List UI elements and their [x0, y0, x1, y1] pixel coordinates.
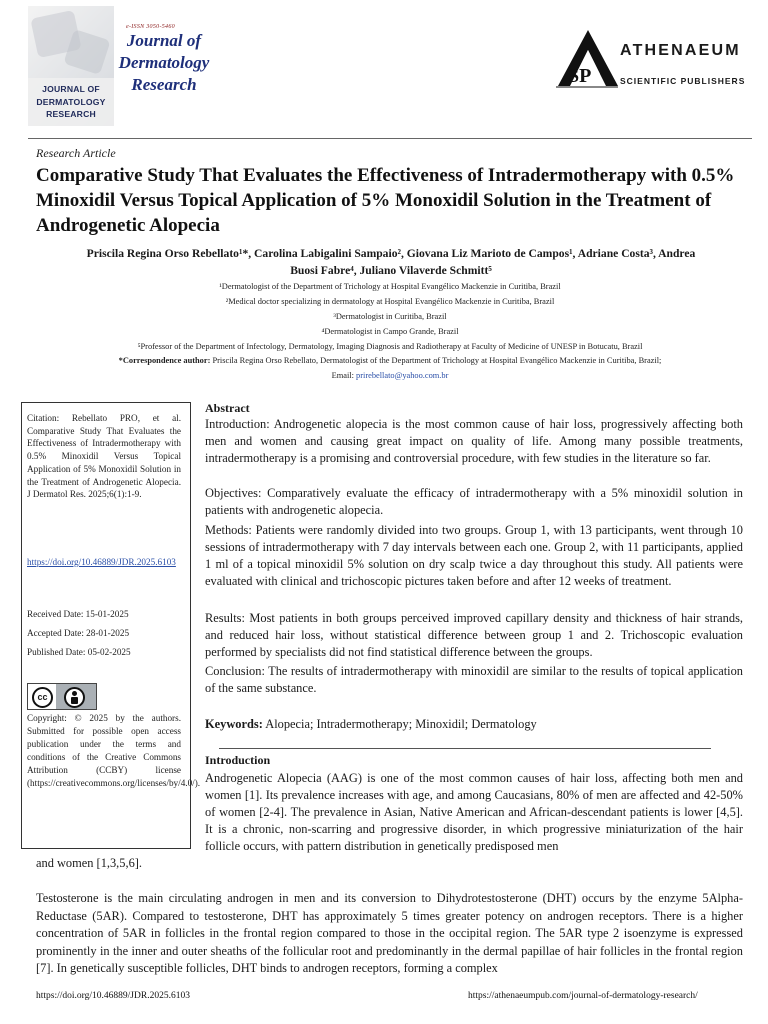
cover-title-band	[28, 78, 114, 126]
section-divider	[219, 748, 711, 749]
publisher-subtitle: SCIENTIFIC PUBLISHERS	[620, 76, 746, 86]
footer-journal-url[interactable]: https://athenaeumpub.com/journal-of-dermatology-research/	[468, 991, 698, 1001]
introduction-paragraph: Androgenetic Alopecia (AAG) is one of the most common causes of hair loss, affecting both men and women [1]. Its prevalence increases with age, and among Caucasians, 80% of men are affected and 42-50% of women [2-4]. The prevalence in Asian, Native American and African-descendant patients is lower [4,5]. It is a chronic, non-scarring and progressive disorder, in which progressive miniaturization of the hair follicle occurs, with pattern distribution in genetically predisposed men	[205, 771, 743, 854]
keywords	[205, 717, 537, 732]
author-list: Priscila Regina Orso Rebellato¹*, Carolina Labigalini Sampaio², Giovana Liz Marioto de Campos¹, Adriane Costa³, Andrea Buosi Fabre⁴, Juliano Vilaverde Schmitt⁵	[86, 247, 696, 277]
article-type: Research Article	[36, 146, 116, 160]
copyright-notice: Copyright: © 2025 by the authors. Submitted for possible open access publication under the terms and conditions of the Creative Commons Attribution (CCBY) license (https://creativecommons.org/licenses/by/4.0/).	[27, 713, 201, 788]
abstract-introduction: Introduction: Androgenetic alopecia is the most common cause of hair loss, progressively affecting both men and women and causing great impact on quality of life. Among many possible treatments, intradermotherapy is a promising and controversial procedure, with few studies in the literature so far.	[205, 417, 743, 466]
email-line	[20, 371, 760, 381]
abstract-results: Results: Most patients in both groups perceived improved capillary density and thickness of hair strands, and reduced hair loss, without statistical difference between group 1 and 2. Trichoscopic evaluation performed by specialists did not find statistical difference between the groups.	[205, 611, 743, 660]
publisher-name: ATHENAEUM	[620, 42, 741, 59]
logo-letters: SP	[568, 65, 592, 87]
correspondence-label: *Correspondence author:	[118, 356, 211, 365]
doi-link[interactable]: https://doi.org/10.46889/JDR.2025.6103	[27, 557, 176, 567]
header-divider	[28, 138, 752, 139]
accepted-date: Accepted Date: 28-01-2025	[27, 628, 130, 638]
abstract-methods: Methods: Patients were randomly divided into two groups. Group 1, with 13 participants, went through 10 sessions of intradermotherapy with 7 day intervals between each one. Group 2, with 11 participants, applied 1 ml of a topical minoxidil 5% solution on dry scalp twice a day throughout this study. All patients were evaluated with clinical and trichoscopic pictures taken before and after 12 weeks of treatment.	[205, 523, 743, 589]
cover-text: RESEARCH	[46, 109, 96, 120]
email-label: Email:	[331, 371, 357, 380]
footer-doi[interactable]: https://doi.org/10.46889/JDR.2025.6103	[36, 991, 190, 1001]
affiliation: ⁵Professor of the Department of Infectology, Dermatology, Imaging Diagnosis and Radiotherapy at Faculty of Medicine of UNESP in Botucatu, Brazil	[137, 342, 643, 351]
abstract-conclusion: Conclusion: The results of intradermotherapy with minoxidil are similar to the results of topical application of the same substance.	[205, 664, 743, 696]
article-title: Comparative Study That Evaluates the Effectiveness of Intradermotherapy with 0.5% Minoxidil Versus Topical Application of 5% Monoxidil Solution in the Treatment of Androgenetic Alopecia	[36, 165, 735, 236]
received-date: Received Date: 15-01-2025	[27, 609, 129, 619]
keywords-list: Alopecia; Intradermotherapy; Minoxidil; Dermatology	[262, 717, 537, 731]
email-link[interactable]: prirebellato@yahoo.com.br	[356, 371, 449, 380]
cc-icon: cc	[32, 687, 53, 708]
introduction-heading: Introduction	[205, 753, 271, 767]
affiliation: ⁴Dermatologist in Campo Grande, Brazil	[321, 327, 459, 336]
issn-label: e-ISSN 3050-5460	[126, 24, 175, 30]
journal-title: Journal of Dermatology Research	[118, 31, 210, 94]
citation-text: Citation: Rebellato PRO, et al. Comparative Study That Evaluates the Effectiveness of Intradermotherapy with 0.5% Minoxidil Versus Topical Application of 5% Monoxidil Solution in the Treatment of Androgenetic Alopecia. J Dermatol Res. 2025;6(1):1-9.	[27, 413, 181, 500]
keywords-label: Keywords:	[205, 717, 263, 731]
abstract-heading: Abstract	[205, 401, 250, 415]
publisher-logo-icon	[552, 28, 622, 90]
body-paragraph: Testosterone is the main circulating androgen in men and its conversion to Dihydrotestosterone (DHT) occurs by the enzyme 5Alpha-Reductase (5AR). Compared to testosterone, DHT has approximately 5 times greater potency on androgen receptors. There is a higher concentration of 5AR in follicles in the frontal region compared to those in the occipital region. The 5AR type 2 isoenzyme is expressed prominently in the inner and outer sheaths of the follicular root and predominantly in the dermal papillae of hair follicles in the frontal region [7]. In genetically susceptible follicles, DHT binds to androgen receptors, forming a complex	[36, 891, 743, 975]
correspondence-text: Priscila Regina Orso Rebellato, Dermatologist of the Department of Trichology at Hospital Evangélico Mackenzie in Curitiba, Brazil;	[210, 356, 662, 365]
cover-text: JOURNAL OF	[42, 84, 100, 95]
published-date: Published Date: 05-02-2025	[27, 647, 131, 657]
correspondence	[20, 356, 760, 366]
attribution-person-icon	[64, 687, 85, 708]
affiliation: ¹Dermatologist of the Department of Trichology at Hospital Evangélico Mackenzie in Curitiba, Brazil	[219, 282, 561, 291]
abstract-objectives: Objectives: Comparatively evaluate the efficacy of intradermotherapy with a 5% minoxidil solution in patients with androgenetic alopecia.	[205, 486, 743, 518]
affiliation: ²Medical doctor specializing in dermatology at Hospital Evangélico Mackenzie in Curitiba, Brazil	[225, 297, 555, 306]
journal-cover-image	[28, 6, 114, 126]
introduction-paragraph-continued: and women [1,3,5,6].	[36, 856, 142, 870]
affiliation: ³Dermatologist in Curitiba, Brazil	[333, 312, 447, 321]
cc-by-license-badge[interactable]	[27, 683, 97, 710]
cover-text: DERMATOLOGY	[36, 96, 106, 107]
